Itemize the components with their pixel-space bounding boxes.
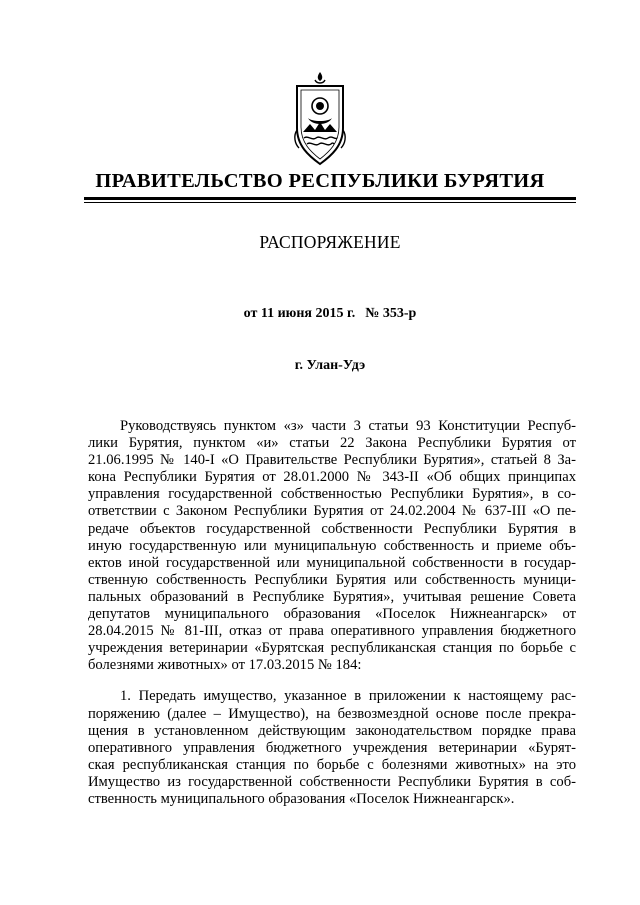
- text-line: щения в установленном действующим законодательством порядке права: [88, 722, 576, 739]
- text-line: учреждения ветеринарии «Бурятская республиканская станция по борьбе с: [88, 640, 576, 657]
- date-number-line: [84, 306, 576, 322]
- text-line: иную государственную или муниципальную собственность и приеме объ-: [88, 537, 576, 554]
- text-line: болезнями животных» от 17.03.2015 № 184:: [88, 657, 362, 674]
- text-line: лики Бурятия, пунктом «и» статьи 22 Закона Республики Бурятия от: [88, 435, 576, 452]
- text-line: ская республиканская станция по борьбе с болезнями животных» на это: [88, 756, 576, 773]
- text-line: редаче объектов государственной собственности Республики Бурятия в: [88, 520, 576, 537]
- document-number: № 353-р: [365, 306, 417, 321]
- text-line: пальных образований в Республике Бурятия», учитывая решение Совета: [88, 588, 576, 605]
- document-type: РАСПОРЯЖЕНИЕ: [259, 232, 401, 252]
- document-body: [88, 418, 576, 808]
- text-line: Имущество из государственной собственности Республики Бурятия в соб-: [88, 773, 576, 790]
- text-line: кона Республики Бурятия от 28.01.2000 № 343-II «Об общих принципах: [88, 469, 576, 486]
- government-title: ПРАВИТЕЛЬСТВО РЕСПУБЛИКИ БУРЯТИЯ: [95, 170, 545, 192]
- text-line: ственность муниципального образования «Поселок Нижнеангарск».: [88, 790, 515, 807]
- text-line: поряжению (далее – Имущество), на безвозмездной основе после прекра-: [88, 705, 576, 722]
- preamble-paragraph: [88, 418, 576, 674]
- text-line: 28.04.2015 № 81-III, отказ от права оперативного управления бюджетного: [88, 623, 576, 640]
- text-line: ектов иной государственной или муниципальной собственности в государ-: [88, 554, 576, 571]
- header-divider-thin: [84, 202, 576, 203]
- paragraph-gap: [88, 674, 576, 688]
- text-line: депутатов муниципального образования «Поселок Нижнеангарск» от: [88, 606, 576, 623]
- text-line: ответствии с Законом Республики Бурятия от 24.02.2004 № 637-III «О пе-: [88, 503, 576, 520]
- text-line: Руководствуясь пунктом «з» части 3 статьи 93 Конституции Респуб-: [120, 418, 576, 434]
- text-line: управления государственной собственностью Республики Бурятия», в со-: [88, 486, 576, 503]
- text-line: 1. Передать имущество, указанное в приложении к настоящему рас-: [120, 688, 576, 705]
- text-line: ственную собственность Республики Бурятия или собственность муници-: [88, 571, 576, 588]
- text-line: оперативного управления бюджетного учреждения ветеринарии «Бурят-: [88, 739, 576, 756]
- text-line: 21.06.1995 № 140-I «О Правительстве Республики Бурятия», статьей 8 За-: [88, 452, 576, 469]
- header-divider-thick: [84, 197, 576, 200]
- item-1-paragraph: [88, 688, 576, 808]
- document-date: от 11 июня 2015 г.: [243, 306, 356, 321]
- document-city: г. Улан-Удэ: [294, 358, 366, 373]
- coat-of-arms-icon: [293, 70, 347, 170]
